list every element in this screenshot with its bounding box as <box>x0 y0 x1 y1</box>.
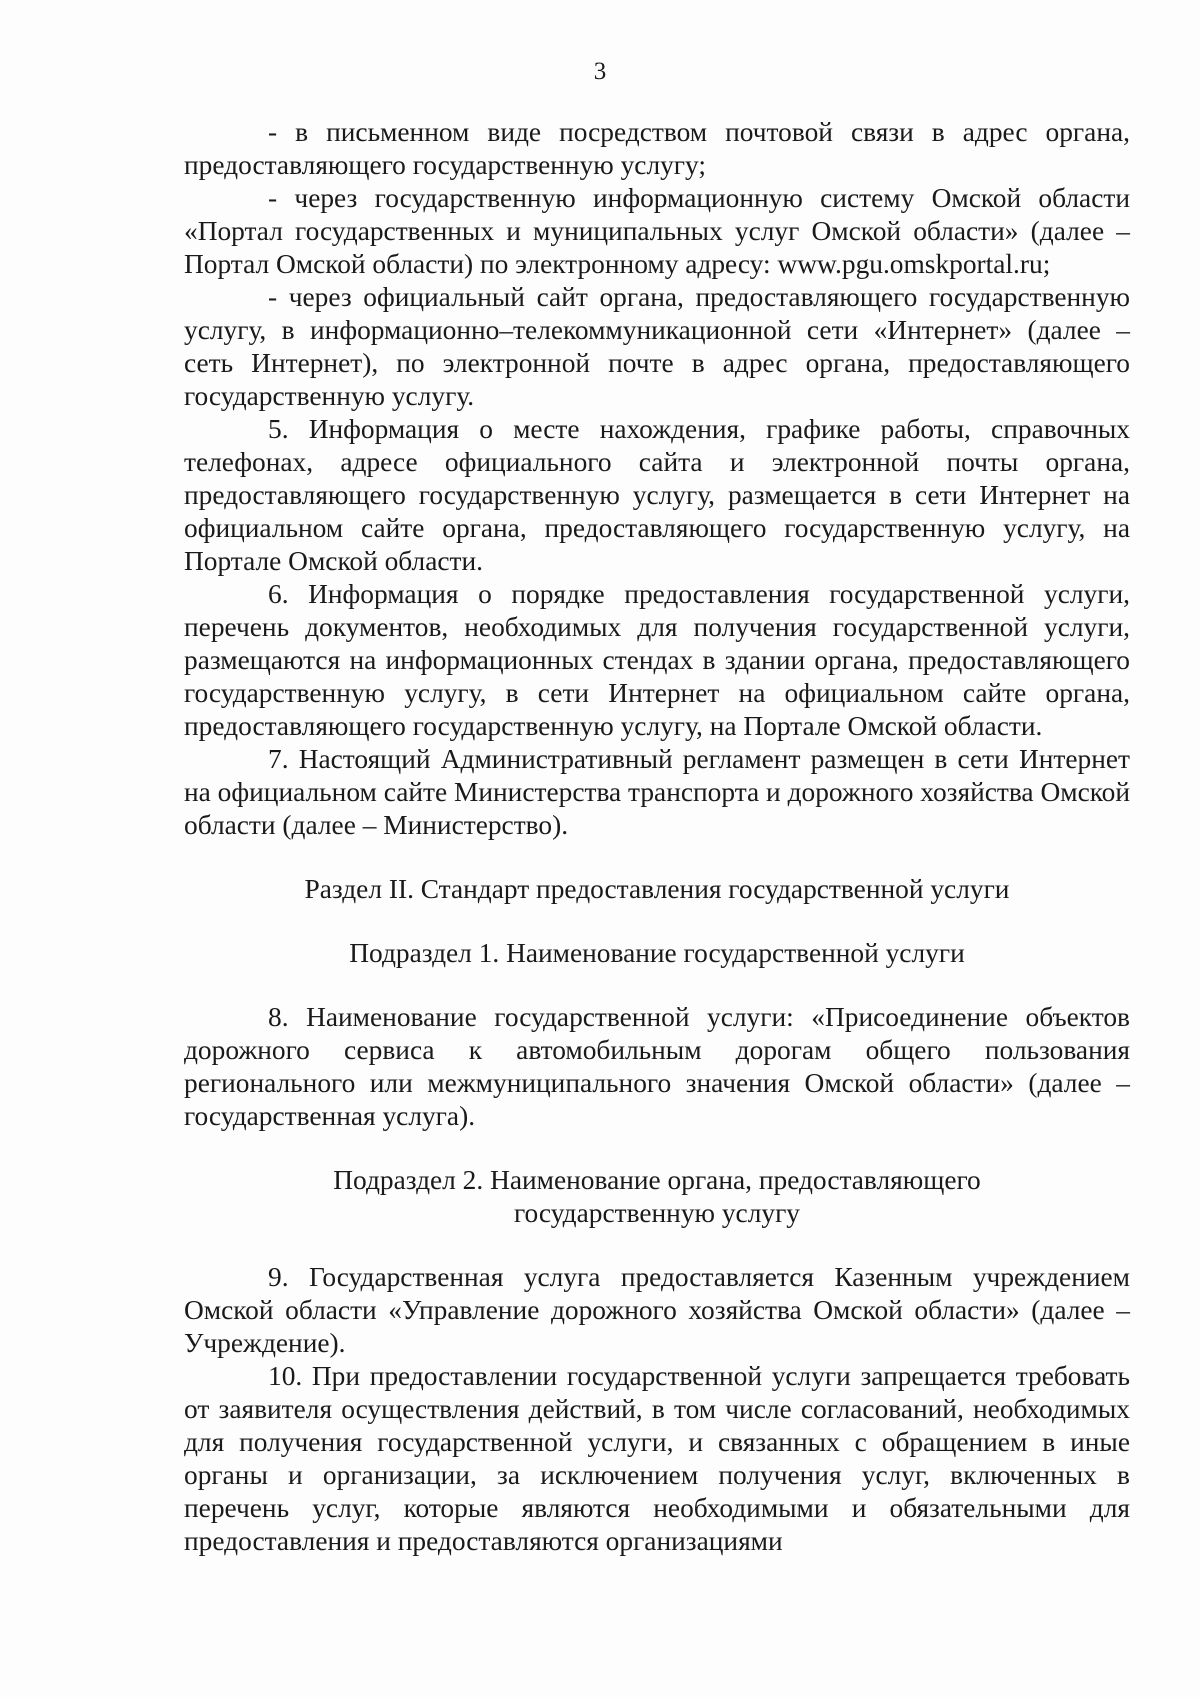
paragraph-7: 7. Настоящий Административный регламент размещен в сети Интернет на официальном сайте Министерства транспорта и дорожного хозяйства Омской области (далее – Министерство). <box>184 744 1130 840</box>
paragraph-9: 9. Государственная услуга предоставляется Казенным учреждением Омской области «Управление дорожного хозяйства Омской области» (далее – Учреждение). <box>184 1262 1130 1358</box>
subsection-1-heading: Подраздел 1. Наименование государственной услуги <box>349 938 965 968</box>
paragraph-portal: - через государственную информационную систему Омской области «Портал государственных и муниципальных услуг Омской области» (далее – Портал Омской области) по электронному адресу: www.pgu.omskportal.ru; <box>184 183 1130 279</box>
document-body <box>184 116 1130 1558</box>
paragraph-website: - через официальный сайт органа, предоставляющего государственную услугу, в информационно–телекоммуникационной сети «Интернет» (далее – сеть Интернет), по электронной почте в адрес органа, предоставляющего государственную услугу. <box>184 282 1130 411</box>
paragraph-5: 5. Информация о месте нахождения, графике работы, справочных телефонах, адресе официального сайта и электронной почты органа, предоставляющего государственную услугу, размещается в сети Интернет на официальном сайте органа, предоставляющего государственную услугу, на Портале Омской области. <box>184 414 1130 576</box>
paragraph-8: 8. Наименование государственной услуги: «Присоединение объектов дорожного сервиса к автомобильным дорогам общего пользования регионального или межмуниципального значения Омской области» (далее – государственная услуга). <box>184 1002 1130 1131</box>
subsection-2-heading-line-1: Подраздел 2. Наименование органа, предоставляющего <box>333 1165 981 1195</box>
paragraph-10: 10. При предоставлении государственной услуги запрещается требовать от заявителя осуществления действий, в том числе согласований, необходимых для получения государственной услуги, и связанных с обращением в иные органы и организации, за исключением получения услуг, включенных в перечень услуг, которые являются необходимыми и обязательными для предоставления и предоставляются организациями <box>184 1361 1130 1556</box>
subsection-2-heading <box>184 1164 1130 1230</box>
paragraph-6: 6. Информация о порядке предоставления государственной услуги, перечень документов, необходимых для получения государственной услуги, размещаются на информационных стендах в здании органа, предоставляющего государственную услугу, в сети Интернет на официальном сайте органа, предоставляющего государственную услугу, на Портале Омской области. <box>184 579 1130 741</box>
paragraph-postal: - в письменном виде посредством почтовой связи в адрес органа, предоставляющего государственную услугу; <box>184 117 1130 180</box>
page-number: 3 <box>593 58 607 85</box>
section-heading: Раздел II. Стандарт предоставления государственной услуги <box>304 874 1010 904</box>
subsection-2-heading-line-2: государственную услугу <box>513 1198 800 1228</box>
